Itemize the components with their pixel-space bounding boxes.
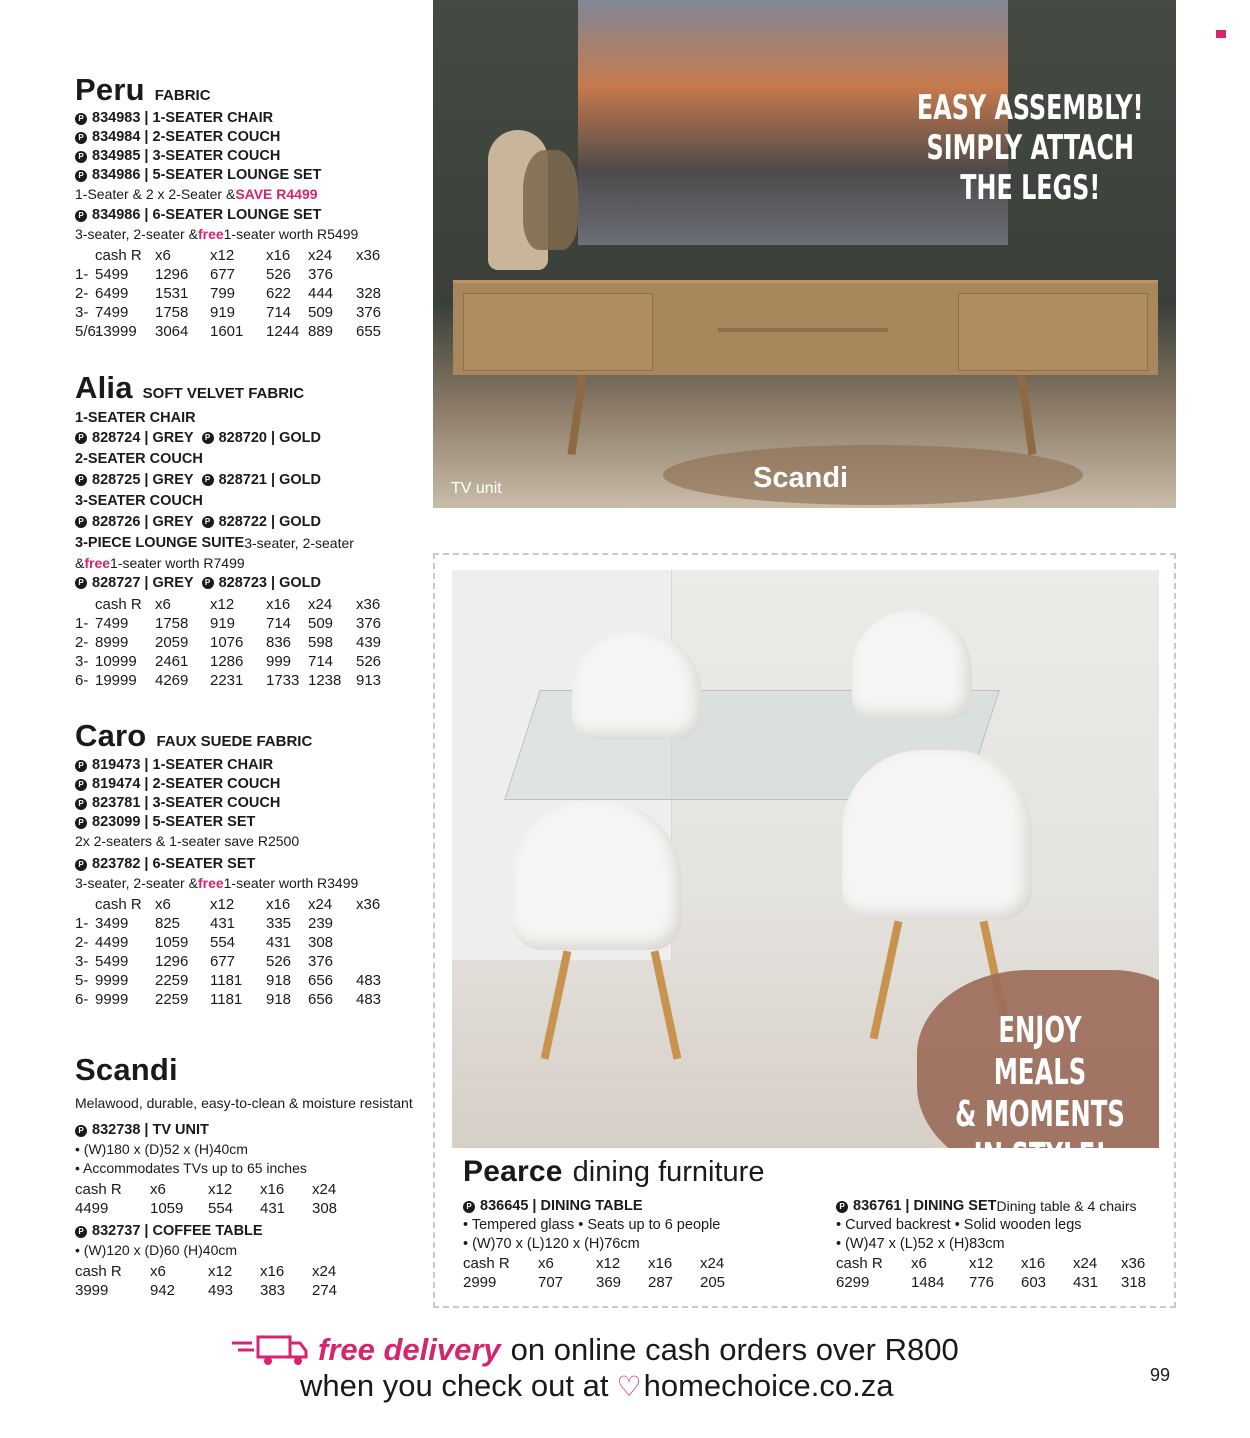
price-cell: 5- (75, 972, 89, 989)
price-cell: 431 (266, 934, 292, 951)
delivery-banner (230, 1332, 1130, 1404)
price-cell: x16 (648, 1255, 673, 1272)
price-cell: 2999 (463, 1274, 497, 1291)
price-cell: 1286 (210, 653, 244, 670)
price-table-row (75, 990, 425, 1009)
price-cell: 4499 (75, 1200, 109, 1217)
price-cell: 3- (75, 304, 89, 321)
delivery-condition: on online cash orders over R800 (510, 1332, 959, 1367)
caro-note: 2x 2-seaters & 1-seater save R2500 (75, 833, 300, 849)
price-cell: 2259 (155, 972, 189, 989)
price-cell: x12 (596, 1255, 621, 1272)
price-cell: 1076 (210, 634, 244, 651)
price-cell: x16 (266, 896, 291, 913)
tv-unit-furniture (453, 280, 1158, 375)
price-cell: 526 (356, 653, 382, 670)
product-code-icon: P (202, 577, 214, 589)
price-cell: 318 (1121, 1274, 1147, 1291)
product-code-icon: P (75, 151, 87, 163)
price-cell: 1244 (266, 323, 300, 340)
price-cell: 942 (150, 1282, 176, 1299)
alia-subtitle: SOFT VELVET FABRIC (142, 385, 305, 402)
price-cell: 1- (75, 915, 89, 932)
price-cell: x12 (208, 1263, 233, 1280)
price-table-header (75, 895, 425, 914)
price-cell: 274 (312, 1282, 338, 1299)
heart-icon: ♡ (616, 1370, 642, 1402)
scandi-coffee-dims: • (W)120 x (D)60 (H)40cm (75, 1242, 238, 1258)
price-cell: 3- (75, 953, 89, 970)
price-cell: x6 (155, 247, 171, 264)
alia-section (75, 370, 425, 690)
price-cell: 2- (75, 934, 89, 951)
price-cell: x6 (155, 896, 171, 913)
price-cell: x24 (1073, 1255, 1098, 1272)
price-cell: x36 (356, 247, 381, 264)
price-table-header (75, 246, 425, 265)
price-table-header (463, 1254, 748, 1273)
price-cell: 383 (260, 1282, 286, 1299)
price-cell (356, 265, 396, 284)
price-table-row (75, 952, 425, 971)
price-cell: 19999 (95, 672, 137, 689)
peru-title: Peru (75, 72, 145, 107)
pearce-subtitle: dining furniture (572, 1156, 765, 1188)
price-cell: 1059 (155, 934, 189, 951)
price-cell: cash R (463, 1255, 510, 1272)
price-cell: 655 (356, 323, 382, 340)
price-cell: 622 (266, 285, 292, 302)
price-table-row (75, 265, 425, 284)
price-cell: 3499 (95, 915, 129, 932)
price-cell: 1296 (155, 953, 189, 970)
product-code-icon: P (75, 1125, 87, 1137)
price-cell: 2059 (155, 634, 189, 651)
price-cell: 836 (266, 634, 292, 651)
price-cell: 483 (356, 991, 382, 1008)
price-cell: 1- (75, 615, 89, 632)
price-cell: 5499 (95, 953, 129, 970)
price-cell: x12 (208, 1181, 233, 1198)
product-code-icon: P (463, 1201, 475, 1213)
price-cell: x16 (266, 247, 291, 264)
pearce-title: Pearce (463, 1155, 563, 1188)
product-code-icon: P (75, 113, 87, 125)
photo-caption: TV unit (451, 480, 502, 497)
price-cell: 431 (1073, 1274, 1099, 1291)
caro-item: P 819474 | 2-SEATER COUCH (75, 775, 425, 794)
price-cell: x12 (210, 596, 235, 613)
price-table-row (75, 671, 425, 690)
dining-set-features: • Curved backrest • Solid wooden legs (836, 1217, 1082, 1233)
price-table-row (75, 652, 425, 671)
tv-leg (567, 375, 586, 455)
price-cell: 6- (75, 991, 89, 1008)
price-cell: 431 (210, 915, 236, 932)
price-cell: x24 (308, 596, 333, 613)
caro-title: Caro (75, 718, 147, 753)
delivery-truck-icon (230, 1333, 308, 1367)
brand-mark (1216, 30, 1226, 38)
alia-label: 3-SEATER COUCH (75, 493, 203, 509)
price-cell: 509 (308, 615, 334, 632)
price-cell: 919 (210, 615, 236, 632)
price-cell: 526 (266, 953, 292, 970)
price-cell: 598 (308, 634, 334, 651)
alia-suite: 3-PIECE LOUNGE SUITE 3-seater, 2-seater (75, 535, 354, 551)
price-cell: 1758 (155, 615, 189, 632)
price-cell: x16 (266, 596, 291, 613)
price-cell: x12 (210, 247, 235, 264)
product-code-icon: P (75, 474, 87, 486)
price-cell: 308 (312, 1200, 338, 1217)
product-code-icon: P (75, 859, 87, 871)
price-cell: cash R (75, 1181, 122, 1198)
product-code-icon: P (75, 779, 87, 791)
meals-callout: ENJOY MEALS & MOMENTS IN STYLE! (955, 1010, 1125, 1177)
rug (663, 445, 1083, 505)
caro-item: P 823099 | 5-SEATER SET (75, 813, 425, 832)
peru-item: P 834986 | 5-SEATER LOUNGE SET (75, 166, 425, 185)
price-cell: 714 (308, 653, 334, 670)
price-cell: x6 (155, 596, 171, 613)
price-cell: 1531 (155, 285, 189, 302)
price-cell: 603 (1021, 1274, 1047, 1291)
price-cell: x24 (308, 247, 333, 264)
price-cell (356, 933, 396, 952)
price-cell (356, 914, 396, 933)
caro-section (75, 718, 425, 1009)
price-table-row (75, 1281, 425, 1300)
alia-title: Alia (75, 370, 133, 405)
caro-note: 3-seater, 2-seater & free 1-seater worth R3499 (75, 875, 359, 891)
product-code-icon: P (75, 817, 87, 829)
price-table (75, 1262, 425, 1300)
website-link[interactable]: homechoice.co.za (643, 1368, 894, 1403)
chair (842, 750, 1032, 920)
scandi-tv-dims: • (W)180 x (D)52 x (H)40cm (75, 1141, 248, 1157)
scandi-tv-note: • Accommodates TVs up to 65 inches (75, 1160, 307, 1176)
price-cell: x6 (150, 1181, 166, 1198)
price-cell: 9999 (95, 991, 129, 1008)
price-cell: 918 (266, 972, 292, 989)
price-table-row (75, 914, 425, 933)
peru-subtitle: FABRIC (154, 87, 211, 104)
price-cell: 1238 (308, 672, 342, 689)
price-cell: 656 (308, 991, 334, 1008)
price-cell: 707 (538, 1274, 564, 1291)
product-code-icon: P (202, 516, 214, 528)
price-cell: 287 (648, 1274, 674, 1291)
scandi-title: Scandi (75, 1052, 178, 1087)
price-cell (75, 895, 95, 914)
price-cell: 6299 (836, 1274, 870, 1291)
price-cell: 919 (210, 304, 236, 321)
price-cell: 493 (208, 1282, 234, 1299)
price-table-row (75, 633, 425, 652)
price-cell: x6 (150, 1263, 166, 1280)
price-cell: 2- (75, 285, 89, 302)
price-cell: 7499 (95, 615, 129, 632)
price-cell: 376 (308, 266, 334, 283)
alia-suite-variants: P 828727 | GREY P 828723 | GOLD (75, 573, 425, 593)
price-cell: 4499 (95, 934, 129, 951)
scandi-description: Melawood, durable, easy-to-clean & moisture resistant (75, 1095, 413, 1111)
price-cell: 10999 (95, 653, 137, 670)
dining-set-dims: • (W)47 x (L)52 x (H)83cm (836, 1236, 1005, 1252)
price-cell: 2- (75, 634, 89, 651)
price-cell: cash R (95, 596, 142, 613)
dining-table-features: • Tempered glass • Seats up to 6 people (463, 1217, 721, 1233)
price-table-row (836, 1273, 1161, 1292)
product-code-icon: P (75, 1226, 87, 1238)
price-cell: cash R (95, 247, 142, 264)
price-cell: 5/6- (75, 323, 101, 340)
price-table-row (75, 284, 425, 303)
price-table-header (75, 1262, 425, 1281)
free-delivery-label: free delivery (318, 1332, 501, 1367)
price-cell: 328 (356, 285, 382, 302)
alia-label: 1-SEATER CHAIR (75, 410, 196, 426)
price-cell: 799 (210, 285, 236, 302)
price-cell: 714 (266, 304, 292, 321)
price-cell: 2461 (155, 653, 189, 670)
price-cell: 6499 (95, 285, 129, 302)
price-cell: 376 (308, 953, 334, 970)
price-cell: 4269 (155, 672, 189, 689)
product-code-icon: P (75, 516, 87, 528)
price-cell: 376 (356, 615, 382, 632)
price-cell: 554 (208, 1200, 234, 1217)
price-cell: 1059 (150, 1200, 184, 1217)
price-cell: x36 (356, 596, 381, 613)
price-cell: 913 (356, 672, 382, 689)
price-cell: 239 (308, 915, 334, 932)
price-cell: 3- (75, 653, 89, 670)
price-cell: 3999 (75, 1282, 109, 1299)
product-code-icon: P (202, 432, 214, 444)
price-table (836, 1254, 1161, 1292)
price-cell: 677 (210, 953, 236, 970)
price-cell: 776 (969, 1274, 995, 1291)
price-cell: 509 (308, 304, 334, 321)
photo-caption-title: Scandi (753, 462, 849, 494)
price-cell: 918 (266, 991, 292, 1008)
price-cell: 444 (308, 285, 334, 302)
price-table-row (75, 303, 425, 322)
chair (852, 610, 972, 720)
product-code-icon: P (75, 577, 87, 589)
scandi-coffee-item: P 832737 | COFFEE TABLE (75, 1222, 425, 1241)
price-cell: 1758 (155, 304, 189, 321)
price-cell: 1- (75, 266, 89, 283)
price-table-header (75, 1180, 425, 1199)
price-cell: x16 (1021, 1255, 1046, 1272)
price-cell: x24 (312, 1263, 337, 1280)
peru-item: P 834985 | 3-SEATER COUCH (75, 147, 425, 166)
price-cell: 1181 (210, 991, 243, 1008)
price-cell: 5499 (95, 266, 129, 283)
price-cell: 13999 (95, 323, 137, 340)
price-cell: 1181 (210, 972, 243, 989)
price-cell: 677 (210, 266, 236, 283)
price-cell: cash R (75, 1263, 122, 1280)
price-cell (75, 595, 95, 614)
price-cell: 2231 (210, 672, 244, 689)
price-cell: 376 (356, 304, 382, 321)
dining-set-product (836, 1197, 1161, 1292)
alia-label: 2-SEATER COUCH (75, 451, 203, 467)
peru-note: 1-Seater & 2 x 2-Seater & SAVE R4499 (75, 186, 318, 202)
price-cell: x6 (538, 1255, 554, 1272)
scandi-section (75, 1052, 425, 1300)
scandi-tv-item: P 832738 | TV UNIT (75, 1121, 425, 1140)
checkout-text: when you check out at (300, 1368, 609, 1403)
price-cell: 483 (356, 972, 382, 989)
peru-item: P 834986 | 6-SEATER LOUNGE SET (75, 206, 425, 225)
price-cell: 431 (260, 1200, 286, 1217)
product-code-icon: P (202, 474, 214, 486)
dining-table-dims: • (W)70 x (L)120 x (H)76cm (463, 1236, 640, 1252)
dining-table-product (463, 1197, 748, 1292)
peru-section (75, 72, 425, 341)
caro-item: P 823781 | 3-SEATER COUCH (75, 794, 425, 813)
chair (512, 800, 682, 950)
peru-note: 3-seater, 2-seater & free 1-seater worth R5499 (75, 226, 359, 242)
caro-item: P 823782 | 6-SEATER SET (75, 855, 425, 874)
price-cell: cash R (95, 896, 142, 913)
price-cell: x12 (969, 1255, 994, 1272)
product-code-icon: P (75, 132, 87, 144)
price-table (75, 595, 425, 690)
price-cell: x24 (308, 896, 333, 913)
price-table-header (75, 595, 425, 614)
price-table (75, 246, 425, 341)
price-table-row (75, 933, 425, 952)
price-cell: 825 (155, 915, 181, 932)
price-cell: 7499 (95, 304, 129, 321)
price-cell: x24 (312, 1181, 337, 1198)
product-code-icon: P (836, 1201, 848, 1213)
price-cell: 9999 (95, 972, 129, 989)
price-cell: 714 (266, 615, 292, 632)
price-cell: 2259 (155, 991, 189, 1008)
caro-subtitle: FAUX SUEDE FABRIC (156, 733, 313, 750)
price-cell: 369 (596, 1274, 622, 1291)
alia-suite-note: & free 1-seater worth R7499 (75, 555, 245, 571)
price-table (75, 1180, 425, 1218)
alia-variants: P 828724 | GREY P 828720 | GOLD (75, 428, 425, 448)
price-cell: 999 (266, 653, 292, 670)
price-cell (356, 952, 396, 971)
price-cell: 554 (210, 934, 236, 951)
price-cell: x24 (700, 1255, 725, 1272)
price-cell: 1296 (155, 266, 189, 283)
price-table-row (463, 1273, 748, 1292)
price-cell: x16 (260, 1263, 285, 1280)
price-cell: 439 (356, 634, 382, 651)
price-cell: x6 (911, 1255, 927, 1272)
price-cell: 1733 (266, 672, 300, 689)
price-cell: x16 (260, 1181, 285, 1198)
product-code-icon: P (75, 210, 87, 222)
dining-set-code: P 836761 | DINING SET Dining table & 4 chairs (836, 1197, 1161, 1216)
price-cell: 526 (266, 266, 292, 283)
price-cell: 205 (700, 1274, 726, 1291)
price-table-row (75, 1199, 425, 1218)
tv-unit-photo (433, 0, 1176, 508)
price-cell: 308 (308, 934, 334, 951)
page-number: 99 (1150, 1365, 1171, 1385)
glass-vase (523, 150, 578, 250)
alia-variants: P 828726 | GREY P 828722 | GOLD (75, 512, 425, 532)
price-cell: 656 (308, 972, 334, 989)
price-table (463, 1254, 748, 1292)
price-cell: 1484 (911, 1274, 945, 1291)
pearce-section (463, 1155, 1163, 1291)
price-cell: 3064 (155, 323, 189, 340)
price-cell: x36 (1121, 1255, 1146, 1272)
price-cell: 8999 (95, 634, 129, 651)
price-cell: x36 (356, 896, 381, 913)
price-cell: 889 (308, 323, 334, 340)
product-code-icon: P (75, 432, 87, 444)
dining-table-code: P 836645 | DINING TABLE (463, 1197, 748, 1216)
assembly-callout: EASY ASSEMBLY! SIMPLY ATTACH THE LEGS! (917, 88, 1144, 208)
product-code-icon: P (75, 170, 87, 182)
price-cell: 6- (75, 672, 89, 689)
product-code-icon: P (75, 798, 87, 810)
alia-variants: P 828725 | GREY P 828721 | GOLD (75, 470, 425, 490)
price-cell: 1601 (210, 323, 244, 340)
peru-item: P 834983 | 1-SEATER CHAIR (75, 109, 425, 128)
price-cell (75, 246, 95, 265)
price-table (75, 895, 425, 1009)
price-cell: 335 (266, 915, 292, 932)
product-code-icon: P (75, 760, 87, 772)
caro-item: P 819473 | 1-SEATER CHAIR (75, 756, 425, 775)
price-table-row (75, 322, 425, 341)
price-table-header (836, 1254, 1161, 1273)
price-cell: x12 (210, 896, 235, 913)
price-table-row (75, 971, 425, 990)
peru-item: P 834984 | 2-SEATER COUCH (75, 128, 425, 147)
tv-leg (1017, 375, 1036, 455)
price-table-row (75, 614, 425, 633)
price-cell: cash R (836, 1255, 883, 1272)
